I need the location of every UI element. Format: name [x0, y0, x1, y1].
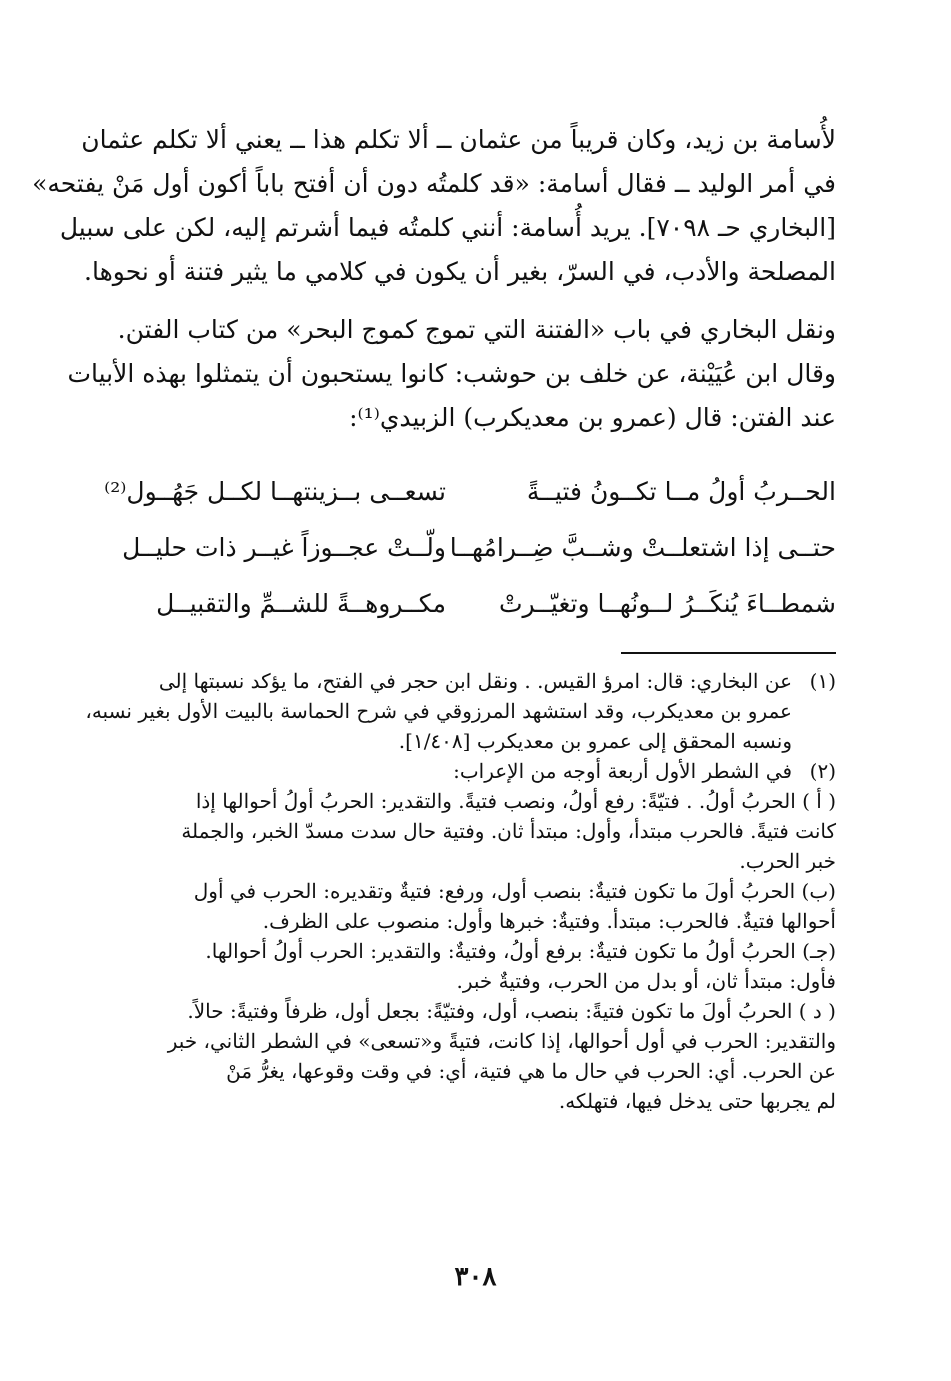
verse-3 [92, 582, 836, 638]
footnote-2-case-b [92, 876, 836, 936]
footnote-line: أحوالها فتيةٌ. فالحرب: مبتدأ. وفتيةٌ: خبرها وأول: منصوب على الظرف. [262, 909, 836, 933]
footnotes [85, 666, 836, 1116]
text-line: المصلحة والأدب، في السرّ، بغير أن يكون في كلامي ما يثير فتنة أو نحوها. [84, 257, 836, 286]
footnote-line: والتقدير: الحرب في أول أحوالها، إذا كانت، فتيةً و«تسعى» في الشطر الثاني، خبر [167, 1029, 836, 1053]
footnote-line: خبر الحرب. [739, 849, 836, 873]
footnote-2-case-a [92, 786, 836, 876]
footnote-number: (١) [809, 669, 836, 693]
paragraph-1 [32, 118, 836, 294]
footnote-line: (ب) الحربُ أولَ ما تكون فتيةٌ: بنصب أول، ورفع: فتيةٌ وتقديره: الحرب في أول [193, 879, 836, 903]
footnote-line: فأول: مبتدأ ثان، أو بدل من الحرب، وفتيةٌ خبر. [456, 969, 836, 993]
verse-first-hemistich: الحــربُ أولُ مــا تكــونُ فتيــةً [526, 477, 836, 506]
footnote-2-case-d [92, 996, 836, 1116]
poem-verses [92, 470, 836, 638]
footnote-line: كانت فتيةً. فالحرب مبتدأ، وأول: مبتدأ ثان. وفتية حال سدت مسدّ الخبر، والجملة [181, 819, 836, 843]
page-number: ٣٠٨ [454, 1262, 497, 1292]
footnote-line: عمرو بن معديكرب، وقد استشهد المرزوقي في شرح الحماسة بالبيت الأول بغير نسبه، [85, 699, 792, 723]
footnote-separator [621, 652, 836, 654]
footnote-1 [85, 666, 836, 756]
footnote-intro: في الشطر الأول أربعة أوجه من الإعراب: [453, 759, 792, 783]
text-line: ونقل البخاري في باب «الفتنة التي تموج كموج البحر» من كتاب الفتن. [117, 315, 836, 344]
verse-second-hemistich: تسعــى بــزينتهــا لكــل جَهُــول⁽²⁾ [104, 477, 446, 506]
footnote-line: لم يجربها حتى يدخل فيها، فتهلكه. [558, 1089, 836, 1113]
main-text [32, 118, 836, 440]
footnote-line: عن الحرب. أي: الحرب في حال ما هي فتية، أي: في وقت وقوعها، يغرُّ مَنْ [226, 1059, 836, 1083]
footnote-line: عن البخاري: قال: امرؤ القيس. . ونقل ابن حجر في الفتح، ما يؤكد نسبتها إلى [158, 669, 792, 693]
verse-2 [92, 526, 836, 582]
text-line: لأُسامة بن زيد، وكان قريباً من عثمان ــ ألا تكلم هذا ــ يعني ألا تكلم عثمان [81, 125, 836, 154]
verse-first-hemistich: حتــى إذا اشتعلــتْ وشــبَّ ضِــرامُهــا [449, 533, 836, 562]
text-line: [البخاري حـ ٧٠٩٨]. يريد أُسامة: أنني كلمتُه فيما أشرتم إليه، لكن على سبيل [59, 213, 836, 242]
footnote-line: ( د ) الحربُ أولَ ما تكون فتيةً: بنصب، أول، وفتيّةً: بجعل أول، ظرفاً وفتيةً: حالاً. [187, 999, 836, 1023]
footnote-2-case-c [92, 936, 836, 996]
footnote-2 [92, 756, 836, 786]
verse-first-hemistich: شمطــاءَ يُنكَــرُ لــونُهــا وتغيّــرتْ [498, 589, 836, 618]
verse-second-hemistich: مكــروهــةً للشــمِّ والتقبيــل [156, 589, 446, 618]
footnote-number: (٢) [809, 759, 836, 783]
verse-1 [92, 470, 836, 526]
text-line: في أمر الوليد ــ فقال أسامة: «قد كلمتُه دون أن أفتح باباً أكون أول مَنْ يفتحه» [32, 169, 836, 198]
text-line: وقال ابن عُيَيْنة، عن خلف بن حوشب: كانوا يستحبون أن يتمثلوا بهذه الأبيات [67, 359, 836, 388]
footnote-line: ( أ ) الحربُ أولُ. . فتيّةً: رفع أولُ، ونصب فتيةً. والتقدير: الحربُ أولُ أحوالها إذا [195, 789, 836, 813]
footnote-line: (جـ) الحربُ أولُ ما تكون فتيةٌ: برفع أولُ، وفتيةٌ: والتقدير: الحرب أولُ أحوالها. [205, 939, 836, 963]
text-line: عند الفتن: قال (عمرو بن معديكرب) الزبيدي⁽¹⁾: [349, 403, 836, 432]
verse-second-hemistich: ولّــتْ عجــوزاً غيــر ذات حليــل [122, 533, 446, 562]
paragraph-2 [67, 308, 836, 440]
footnote-line: ونسبه المحقق إلى عمرو بن معديكرب [١/٤٠٨]. [398, 729, 792, 753]
